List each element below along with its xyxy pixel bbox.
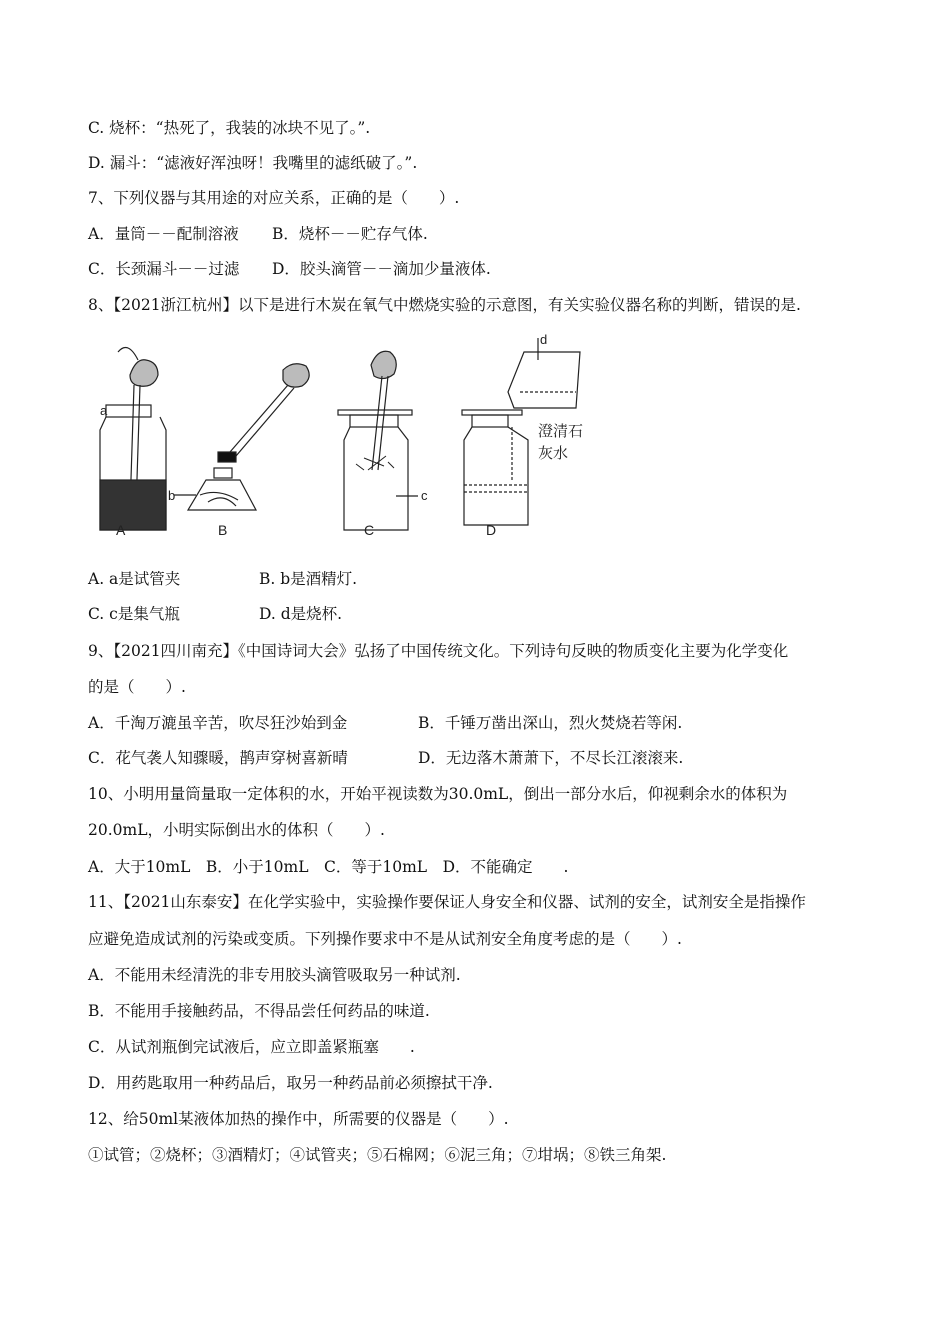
q7-option-d: D．胶头滴管－－滴加少量液体. <box>272 260 491 278</box>
q11-option-a: A．不能用未经清洗的非专用胶头滴管吸取另一种试剂. <box>88 966 461 984</box>
q10-stem-line1: 10、小明用量筒量取一定体积的水，开始平视读数为30.0mL，倒出一部分水后，仰视剩余水的体积为 <box>88 785 788 803</box>
q11-stem-line2: 应避免造成试剂的污染或变质。下列操作要求中不是从试剂安全角度考虑的是（ ）. <box>88 930 682 948</box>
panel-c-apparatus <box>338 351 418 530</box>
q8-option-a: A. a是试管夹 <box>88 570 181 588</box>
q10-options: A．大于10mL B．小于10mL C．等于10mL D．不能确定 . <box>88 858 569 876</box>
caption-a: A <box>116 522 126 538</box>
q8-stem: 8、【2021浙江杭州】以下是进行木炭在氧气中燃烧实验的示意图，有关实验仪器名称的判断，错误的是. <box>88 296 801 314</box>
label-a: a <box>100 403 108 418</box>
panel-b-apparatus <box>174 364 309 510</box>
q11-option-d: D．用药匙取用一种药品后，取另一种药品前必须擦拭干净. <box>88 1074 493 1092</box>
q9-stem-line1: 9、【2021四川南充】《中国诗词大会》弘扬了中国传统文化。下列诗句反映的物质变化主要为化学变化 <box>88 642 789 660</box>
q8-experiment-figure <box>88 330 628 545</box>
q9-option-b: B．千锤万凿出深山，烈火焚烧若等闲. <box>418 714 683 732</box>
q7-option-c: C．长颈漏斗－－过滤 <box>88 260 240 278</box>
q7-stem: 7、下列仪器与其用途的对应关系，正确的是（ ）. <box>88 189 460 207</box>
panel-a-apparatus <box>100 348 166 531</box>
q9-option-a: A．千淘万漉虽辛苦，吹尽狂沙始到金 <box>88 714 348 732</box>
caption-d: D <box>486 522 497 538</box>
q8-option-d: D. d是烧杯. <box>259 605 343 623</box>
q6-option-d: D. 漏斗：“滤液好浑浊呀！我嘴里的滤纸破了。”. <box>88 154 418 172</box>
q9-stem-line2: 的是（ ）. <box>88 678 186 696</box>
q6-option-c: C. 烧杯：“热死了，我装的冰块不见了。”. <box>88 119 371 137</box>
caption-c: C <box>364 522 375 538</box>
q12-items: ①试管；②烧杯；③酒精灯；④试管夹；⑤石棉网；⑥泥三角；⑦坩埚；⑧铁三角架. <box>88 1146 667 1164</box>
q8-option-c: C. c是集气瓶 <box>88 605 180 623</box>
q7-option-b: B．烧杯－－贮存气体. <box>272 225 428 243</box>
limewater-label-line2: 灰水 <box>538 445 569 462</box>
q7-option-a: A．量筒－－配制溶液 <box>88 225 239 243</box>
label-d: d <box>540 332 548 347</box>
q8-option-b: B. b是酒精灯. <box>259 570 358 588</box>
experiment-diagram <box>88 330 628 545</box>
q10-stem-line2: 20.0mL，小明实际倒出水的体积（ ）. <box>88 821 385 839</box>
label-c: c <box>421 488 428 503</box>
q9-option-d: D．无边落木萧萧下，不尽长江滚滚来. <box>418 749 684 767</box>
q11-option-c: C．从试剂瓶倒完试液后，应立即盖紧瓶塞 . <box>88 1038 415 1056</box>
limewater-label-line1: 澄清石 <box>538 423 584 440</box>
q12-stem: 12、给50ml某液体加热的操作中，所需要的仪器是（ ）. <box>88 1110 509 1128</box>
caption-b: B <box>218 522 228 538</box>
q11-stem-line1: 11、【2021山东泰安】在化学实验中，实验操作要保证人身安全和仪器、试剂的安全，试剂安全是指操作 <box>88 893 806 911</box>
label-b: b <box>168 488 176 503</box>
q9-option-c: C．花气袭人知骤暖，鹊声穿树喜新晴 <box>88 749 348 767</box>
q11-option-b: B．不能用手接触药品，不得品尝任何药品的味道. <box>88 1002 430 1020</box>
